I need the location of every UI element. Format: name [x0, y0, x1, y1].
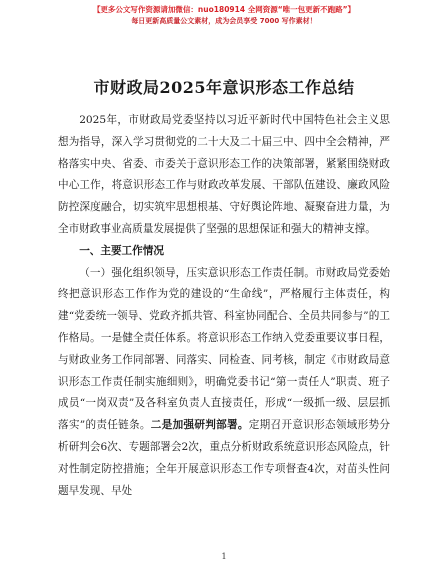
section-paragraph — [58, 263, 390, 503]
promo-banner-line2: 每日更新高质量公文素材，成为会员享受 7000 写作素材！ — [131, 17, 317, 25]
paragraph-bold-phrase: 二是加强研判部署。 — [150, 419, 249, 432]
paragraph-text-part2: 定期召开意识形态领域形势分析研判会6次、专题部署会2次，重点分析财政系统意识形态风险点，针对性制定防控措施；全年开展意识形态工作专项督查4次，对苗头性问题早发现、早处 — [58, 419, 391, 497]
document-title: 市财政局2025年意识形态工作总结 — [93, 78, 355, 97]
section-heading: 一、主要工作情况 — [79, 244, 164, 257]
document-body — [58, 110, 390, 502]
intro-paragraph: 2025年，市财政局党委坚持以习近平新时代中国特色社会主义思想为指导，深入学习贯彻党的二十大及二十届三中、四中全会精神，严格落实中央、省委、市委关于意识形态工作的决策部署，紧紧围绕财政中心工作，将意识形态工作与财政改革发展、干部队伍建设、廉政风险防控深度融合，切实筑牢思想根基、守好舆论阵地、凝聚奋进力量，为全市财政事业高质量发展提供了坚强的思想保证和强大的精神支撑。 — [58, 114, 390, 235]
page-number: 1 — [221, 552, 227, 561]
promo-banner-line1: 【更多公文写作资源请加微信：nuo180914 全网资源“唯一包更新不跑路”】 — [92, 5, 356, 14]
promo-banner — [0, 4, 448, 27]
paragraph-text-part1: （一）强化组织领导，压实意识形态工作责任制。市财政局党委始终把意识形态工作作为党的建设的“生命线”，严格履行主体责任，构建“党委统一领导、党政齐抓共管、科室协同配合、全员共同参与”的工作格局。一是健全责任体系。将意识形态工作纳入党委重要议事日程，与财政业务工作同部署、同落实、同检查、同考核，制定《市财政局意识形态工作责任制实施细则》，明确党委书记“第一责任人”职责、班子成员“一岗双责”及各科室负责人直接责任，形成“一级抓一级、层层抓落实”的责任链条。 — [58, 266, 390, 432]
